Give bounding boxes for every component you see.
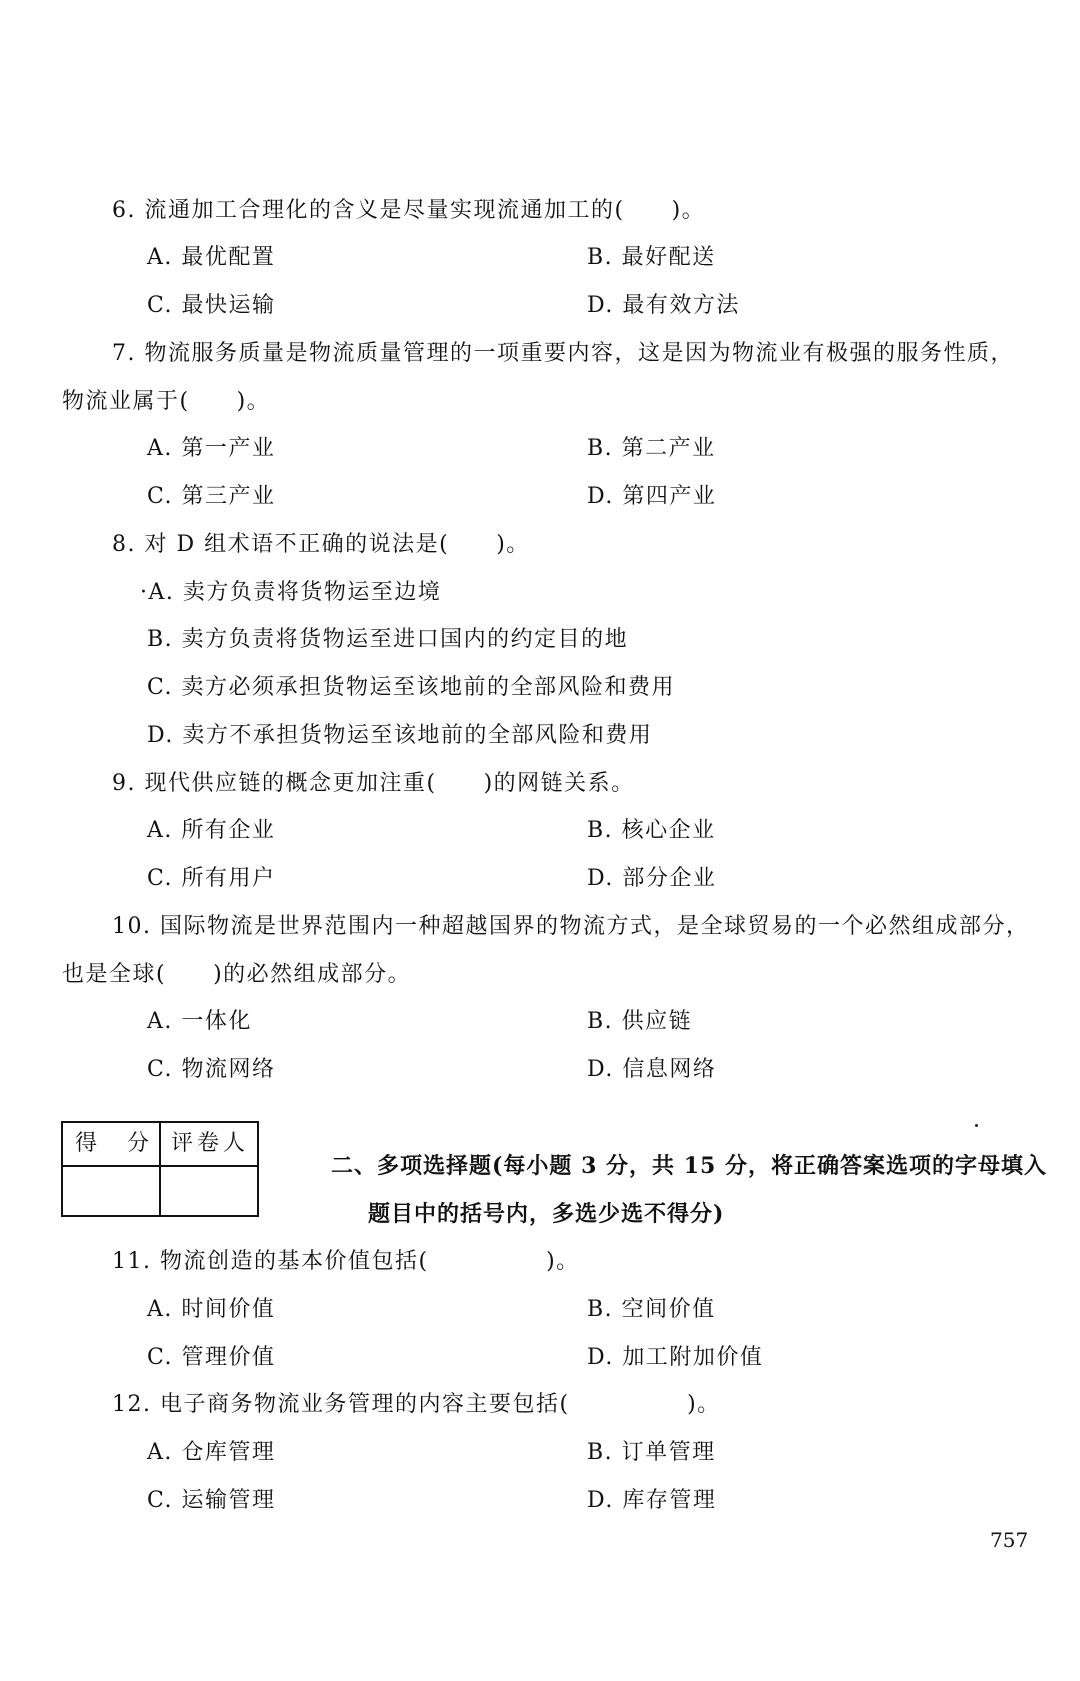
section-2-title: 二、多项选择题(每小题 3 分，共 15 分，将正确答案选项的字母填入 bbox=[331, 1153, 1047, 1179]
section-2-title-continued: 题目中的括号内，多选少选不得分) bbox=[368, 1201, 725, 1227]
question-7-option-d: D. 第四产业 bbox=[587, 484, 717, 509]
question-6-option-c: C. 最快运输 bbox=[147, 293, 276, 318]
question-6-stem: 6. 流通加工合理化的含义是尽量实现流通加工的( )。 bbox=[112, 198, 706, 223]
question-6-option-d: D. 最有效方法 bbox=[587, 293, 740, 318]
score-table-divider-horizontal bbox=[63, 1165, 257, 1167]
question-9-option-a: A. 所有企业 bbox=[147, 818, 276, 843]
question-12-option-b: B. 订单管理 bbox=[587, 1440, 716, 1465]
question-12-option-a: A. 仓库管理 bbox=[147, 1440, 276, 1465]
question-11-option-b: B. 空间价值 bbox=[587, 1297, 716, 1322]
question-9-option-d: D. 部分企业 bbox=[587, 866, 717, 891]
page-number: 757 bbox=[990, 1528, 1029, 1552]
question-7-option-b: B. 第二产业 bbox=[587, 436, 716, 461]
question-7-stem-continued: 物流业属于( )。 bbox=[62, 389, 271, 414]
question-11-stem: 11. 物流创造的基本价值包括( )。 bbox=[112, 1249, 580, 1274]
question-10-option-a: A. 一体化 bbox=[147, 1009, 252, 1034]
question-10-stem-continued: 也是全球( )的必然组成部分。 bbox=[62, 962, 412, 987]
question-8-stem: 8. 对 D 组术语不正确的说法是( )。 bbox=[112, 532, 530, 557]
question-6-option-b: B. 最好配送 bbox=[587, 245, 716, 270]
question-7-stem: 7. 物流服务质量是物流质量管理的一项重要内容，这是因为物流业有极强的服务性质， bbox=[112, 341, 1014, 366]
question-6-option-a: A. 最优配置 bbox=[147, 245, 276, 270]
score-label: 得 分 bbox=[75, 1131, 154, 1156]
question-9-option-b: B. 核心企业 bbox=[587, 818, 716, 843]
question-10-option-c: C. 物流网络 bbox=[147, 1057, 276, 1082]
question-12-stem: 12. 电子商务物流业务管理的内容主要包括( )。 bbox=[112, 1392, 721, 1417]
question-8-option-d: D. 卖方不承担货物运至该地前的全部风险和费用 bbox=[147, 723, 653, 748]
question-12-option-d: D. 库存管理 bbox=[587, 1488, 717, 1513]
question-11-option-d: D. 加工附加价值 bbox=[587, 1345, 764, 1370]
score-table-divider-vertical bbox=[159, 1123, 161, 1215]
question-10-option-b: B. 供应链 bbox=[587, 1009, 693, 1034]
grader-label: 评卷人 bbox=[171, 1131, 250, 1156]
question-8-option-c: C. 卖方必须承担货物运至该地前的全部风险和费用 bbox=[147, 675, 676, 700]
scan-speck bbox=[975, 1124, 978, 1127]
question-8-option-b: B. 卖方负责将货物运至进口国内的约定目的地 bbox=[147, 627, 629, 652]
score-table bbox=[61, 1121, 259, 1217]
question-8-option-a: ·A. 卖方负责将货物运至边境 bbox=[140, 580, 442, 605]
question-11-option-c: C. 管理价值 bbox=[147, 1345, 276, 1370]
question-7-option-a: A. 第一产业 bbox=[147, 436, 276, 461]
question-7-option-c: C. 第三产业 bbox=[147, 484, 276, 509]
question-10-option-d: D. 信息网络 bbox=[587, 1057, 717, 1082]
question-10-stem: 10. 国际物流是世界范围内一种超越国界的物流方式，是全球贸易的一个必然组成部分， bbox=[112, 914, 1030, 939]
question-12-option-c: C. 运输管理 bbox=[147, 1488, 276, 1513]
question-9-stem: 9. 现代供应链的概念更加注重( )的网链关系。 bbox=[112, 771, 635, 796]
question-9-option-c: C. 所有用户 bbox=[147, 866, 276, 891]
question-11-option-a: A. 时间价值 bbox=[147, 1297, 276, 1322]
